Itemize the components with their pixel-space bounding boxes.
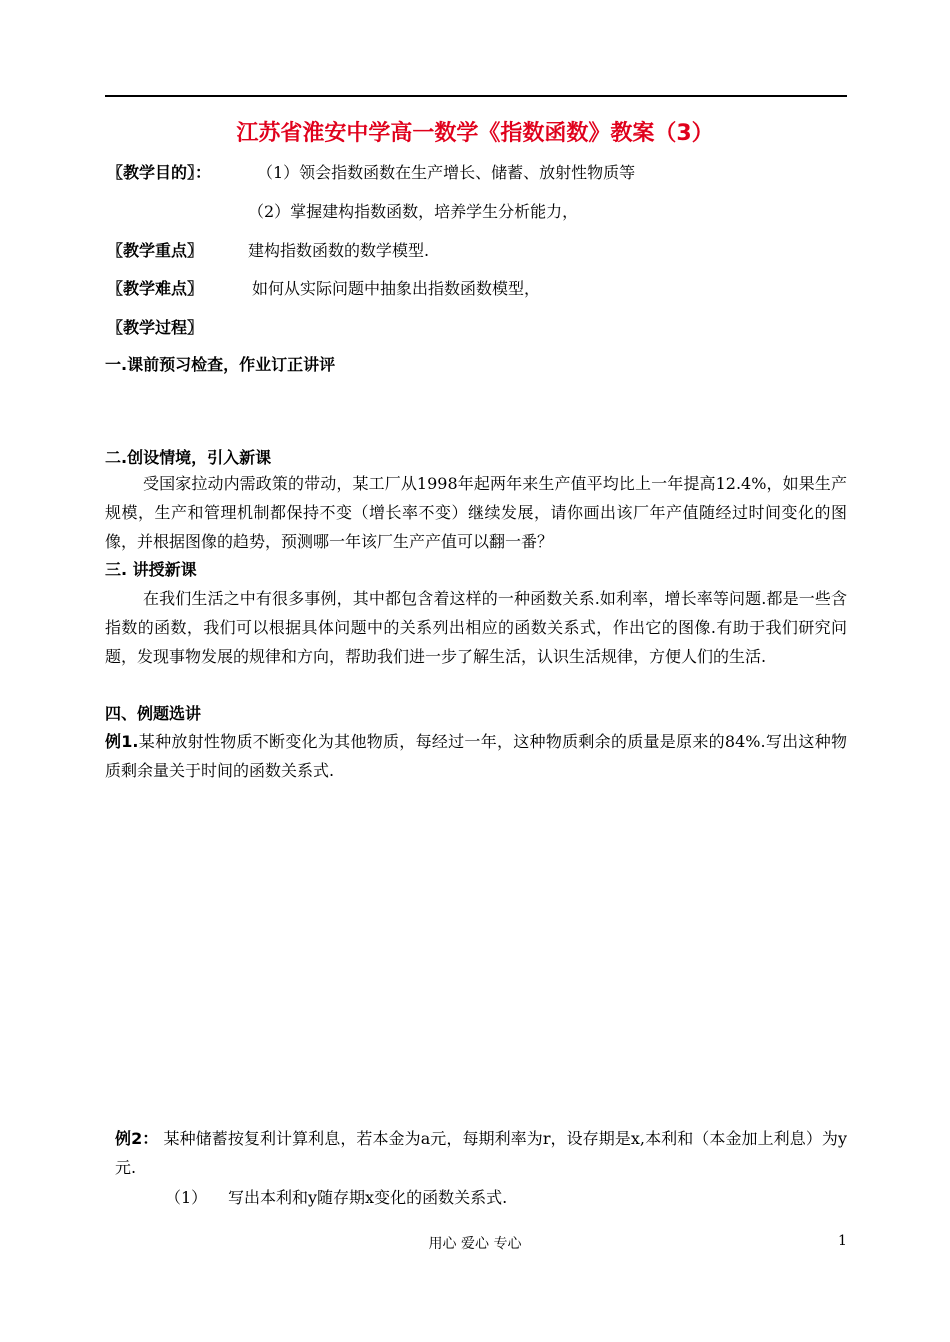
objective-item-1: （1）领会指数函数在生产增长、储蓄、放射性物质等 (257, 163, 636, 182)
example-2-label: 例2： (115, 1129, 159, 1148)
example-2-text: 某种储蓄按复利计算利息，若本金为a元，每期利率为r，设存期是x,本利和（本金加上利息）为y元. (115, 1129, 847, 1177)
document-title: 江苏省淮安中学高一数学《指数函数》教案（3） (236, 121, 714, 146)
example-2-sub1-number: （1） (165, 1188, 208, 1207)
example-1-text: 某种放射性物质不断变化为其他物质，每经过一年，这种物质剩余的质量是原来的84%.写出这种物质剩余量关于时间的函数关系式. (105, 732, 847, 780)
example-1 (105, 727, 847, 785)
section-2-paragraph: 受国家拉动内需政策的带动，某工厂从1998年起两年来生产值平均比上一年提高12.4%，如果生产规模，生产和管理机制都保持不变（增长率不变）继续发展，请你画出该厂年产值随经过时间变化的图像，并根据图像的趋势，预测哪一年该厂生产产值可以翻一番？ (105, 474, 847, 551)
difficulty-text: 如何从实际问题中抽象出指数函数模型， (252, 279, 541, 298)
section-2-heading: 二.创设情境，引入新课 (105, 448, 272, 467)
example-2-sub1-text: 写出本利和y随存期x变化的函数关系式. (228, 1188, 508, 1207)
footer-motto: 用心 爱心 专心 (428, 1236, 522, 1252)
page-number: 1 (838, 1233, 847, 1249)
section-1-heading: 一.课前预习检查，作业订正讲评 (105, 355, 336, 374)
difficulty-label: 〖教学难点〗 (107, 279, 204, 298)
key-point-text: 建构指数函数的数学模型. (248, 241, 430, 260)
key-point-label: 〖教学重点〗 (107, 241, 204, 260)
header-rule (105, 95, 847, 97)
objectives-label: 〖教学目的〗： (107, 163, 212, 182)
objective-item-2: （2）掌握建构指数函数，培养学生分析能力， (248, 202, 579, 221)
section-3-paragraph: 在我们生活之中有很多事例，其中都包含着这样的一种函数关系.如利率，增长率等问题.都是一些含指数的函数，我们可以根据具体问题中的关系列出相应的函数关系式，作出它的图像.有助于我们研究问题，发现事物发展的规律和方向，帮助我们进一步了解生活，认识生活规律，方便人们的生活. (105, 589, 847, 666)
process-label: 〖教学过程〗 (107, 318, 204, 337)
section-3-heading: 三. 讲授新课 (105, 560, 197, 579)
example-1-label: 例1. (105, 732, 139, 751)
section-4-heading: 四、例题选讲 (105, 704, 202, 723)
example-2 (105, 1124, 847, 1182)
